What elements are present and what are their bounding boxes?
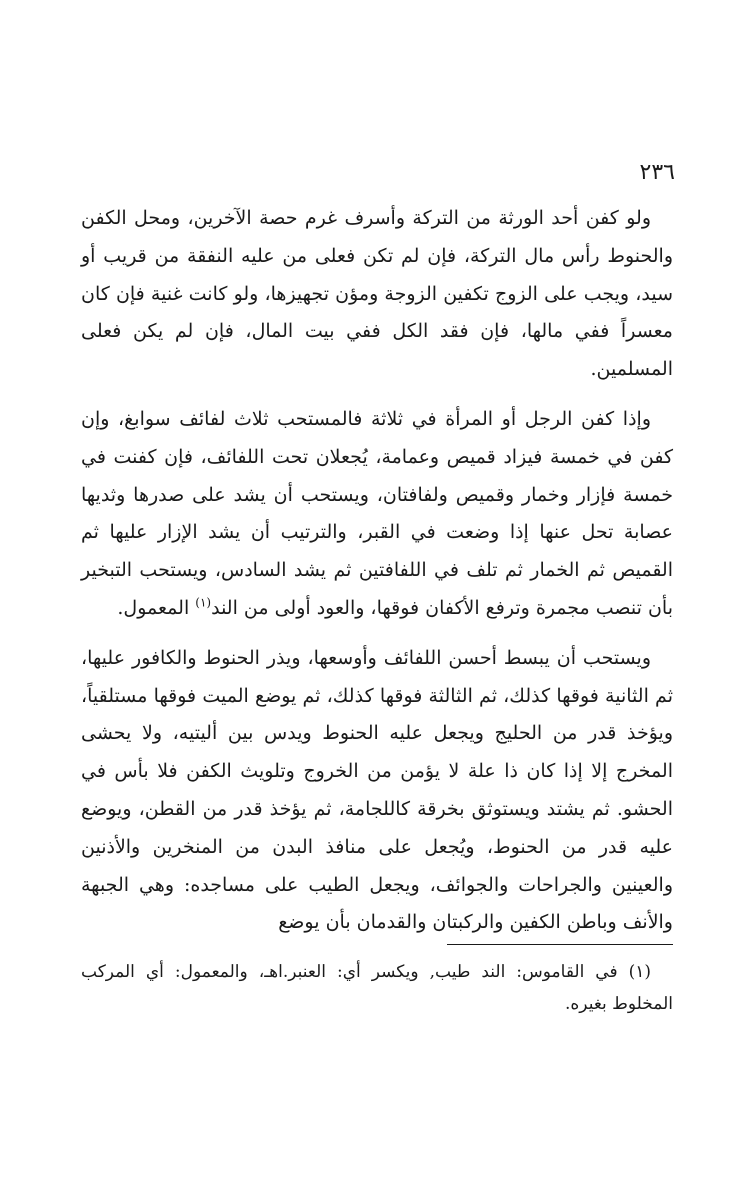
paragraph-2-text-end: المعمول. [117, 596, 196, 619]
footnote-divider [447, 944, 673, 945]
paragraph-2 [81, 401, 673, 628]
main-text [81, 200, 673, 954]
page-number: ٢٣٦ [639, 160, 675, 185]
paragraph-3: ويستحب أن يبسط أحسن اللفائف وأوسعها، ويذر الحنوط والكافور عليها، ثم الثانية فوقها كذلك، ثم الثالثة فوقها كذلك، ثم يوضع الميت فوقها مستلقياً، ويؤخذ قدر من الحليج ويجعل عليه الحنوط ويدس بين أليتيه، ولا يحشى المخرج إلا إذا كان ذا علة لا يؤمن من الخروج وتلويث الكفن فلا بأس في الحشو. ثم يشتد ويستوثق بخرقة كاللجامة، ثم يؤخذ قدر من القطن، ويوضع عليه قدر من الحنوط، ويُجعل على منافذ البدن من المنخرين والأذنين والعينين والجراحات والجوائف، ويجعل الطيب على مساجده: وهي الجبهة والأنف وباطن الكفين والركبتان والقدمان بأن يوضع [81, 646, 673, 934]
footnote [81, 956, 673, 1020]
paragraph-2-text: وإذا كفن الرجل أو المرأة في ثلاثة فالمستحب ثلاث لفائف سوابغ، وإن كفن في خمسة فيزاد قميص وعمامة، يُجعلان تحت اللفائف، فإن كفنت في خمسة فإزار وخمار وقميص ولفافتان، ويستحب أن يشد على صدرها وثديها عصابة تحل عنها إذا وضعت في القبر، والترتيب أن يشد الإزار عليها ثم القميص ثم الخمار ثم تلف في اللفافتين ثم يشد السادس، ويستحب التبخير بأن تنصب مجمرة وترفع الأكفان فوقها، والعود أولى من الند [81, 407, 673, 619]
footnote-text: (١) في القاموس: الند طيب, ويكسر أي: العنبر.اهـ، والمعمول: أي المركب المخلوط بغيره. [81, 962, 673, 1014]
footnote-marker: (١) [195, 595, 212, 610]
paragraph-1: ولو كفن أحد الورثة من التركة وأسرف غرم حصة الآخرين، ومحل الكفن والحنوط رأس مال التركة، فإن لم تكن فعلى من عليه النفقة من قريب أو سيد، ويجب على الزوج تكفين الزوجة ومؤن تجهيزها، ولو كانت غنية فإن كان معسراً ففي مالها، فإن فقد الكل ففي بيت المال، فإن لم يكن فعلى المسلمين. [81, 207, 673, 381]
